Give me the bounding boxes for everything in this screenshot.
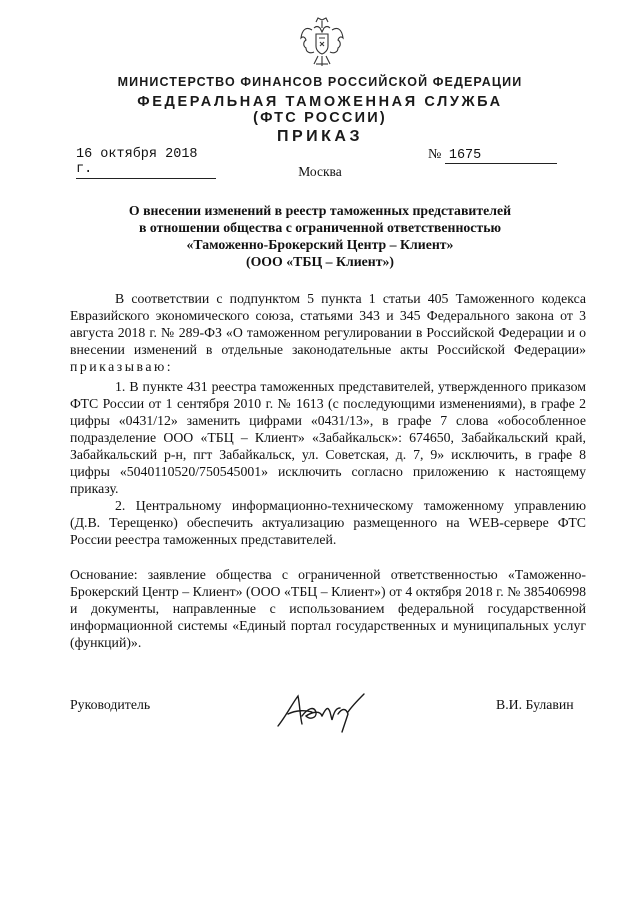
item-1-text: 1. В пункте 431 реестра таможенных представителей, утвержденного приказом ФТС России от 1 сентября 2010 г. № 1613 (с последующими изменениями), в графе 2 цифры «0431/12» заменить цифрами «0431/13», в графе 7 слова «обособленное подразделение ООО «ТБЦ – Клиент» «Забайкальск»: 674650, Забайкальский край, Забайкальский р-н, пгт Забайкальск, ул. Советская, д. 7, 9» исключить, в графе 8 цифры «5040110520/750545001» исключить согласно приложению к настоящему приказу. [70,379,586,496]
order-number-prefix: № [428,147,442,162]
service-name: ФЕДЕРАЛЬНАЯ ТАМОЖЕННАЯ СЛУЖБА [137,94,503,110]
ministry-name: МИНИСТЕРСТВО ФИНАНСОВ РОССИЙСКОЙ ФЕДЕРАЦИИ [117,75,523,89]
title-line: О внесении изменений в реестр таможенных представителей [128,203,512,218]
service-short-name: (ФТС РОССИИ) [253,110,387,126]
order-number-block [428,147,557,164]
coat-of-arms-icon [298,16,346,72]
city: Москва [298,164,342,179]
item-2-text: 2. Центральному информационно-техническому таможенному управлению (Д.В. Терещенко) обеспечить актуализацию размещенного на WEB-сервере ФТС России реестра таможенных представителей. [70,498,586,547]
body-paragraph-preamble [70,290,586,375]
order-date: 16 октября 2018 г. [76,147,216,179]
document-title [70,202,570,270]
preamble-text: В соответствии с подпунктом 5 пункта 1 статьи 405 Таможенного кодекса Евразийского экономического союза, статьями 343 и 345 Федерального закона от 3 августа 2018 г. № 289-ФЗ «О таможенном регулировании в Российской Федерации и о внесении изменений в отдельные законодательные акты Российской Федерации» [70,291,586,357]
title-line: в отношении общества с ограниченной ответственностью [138,220,502,235]
basis-paragraph: Основание: заявление общества с ограниченной ответственностью «Таможенно-Брокерский Центр – Клиент» (ООО «ТБЦ – Клиент») от 4 октября 2018 г. № 385406998 и документы, направленные с использованием федеральной государственной информационной системы «Единый портал государственных и муниципальных услуг (функций)». [70,567,586,650]
signer-name: В.И. Булавин [496,697,574,712]
body-paragraph-item-1 [70,378,586,497]
title-line: «Таможенно-Брокерский Центр – Клиент» [186,237,454,252]
body-paragraph-item-2 [70,497,586,548]
title-line: (ООО «ТБЦ – Клиент») [245,254,395,269]
document-type: ПРИКАЗ [276,128,363,145]
signer-position: Руководитель [70,697,151,712]
handwritten-signature [272,686,372,734]
order-number: 1675 [445,148,557,164]
order-word: приказываю: [70,359,174,374]
